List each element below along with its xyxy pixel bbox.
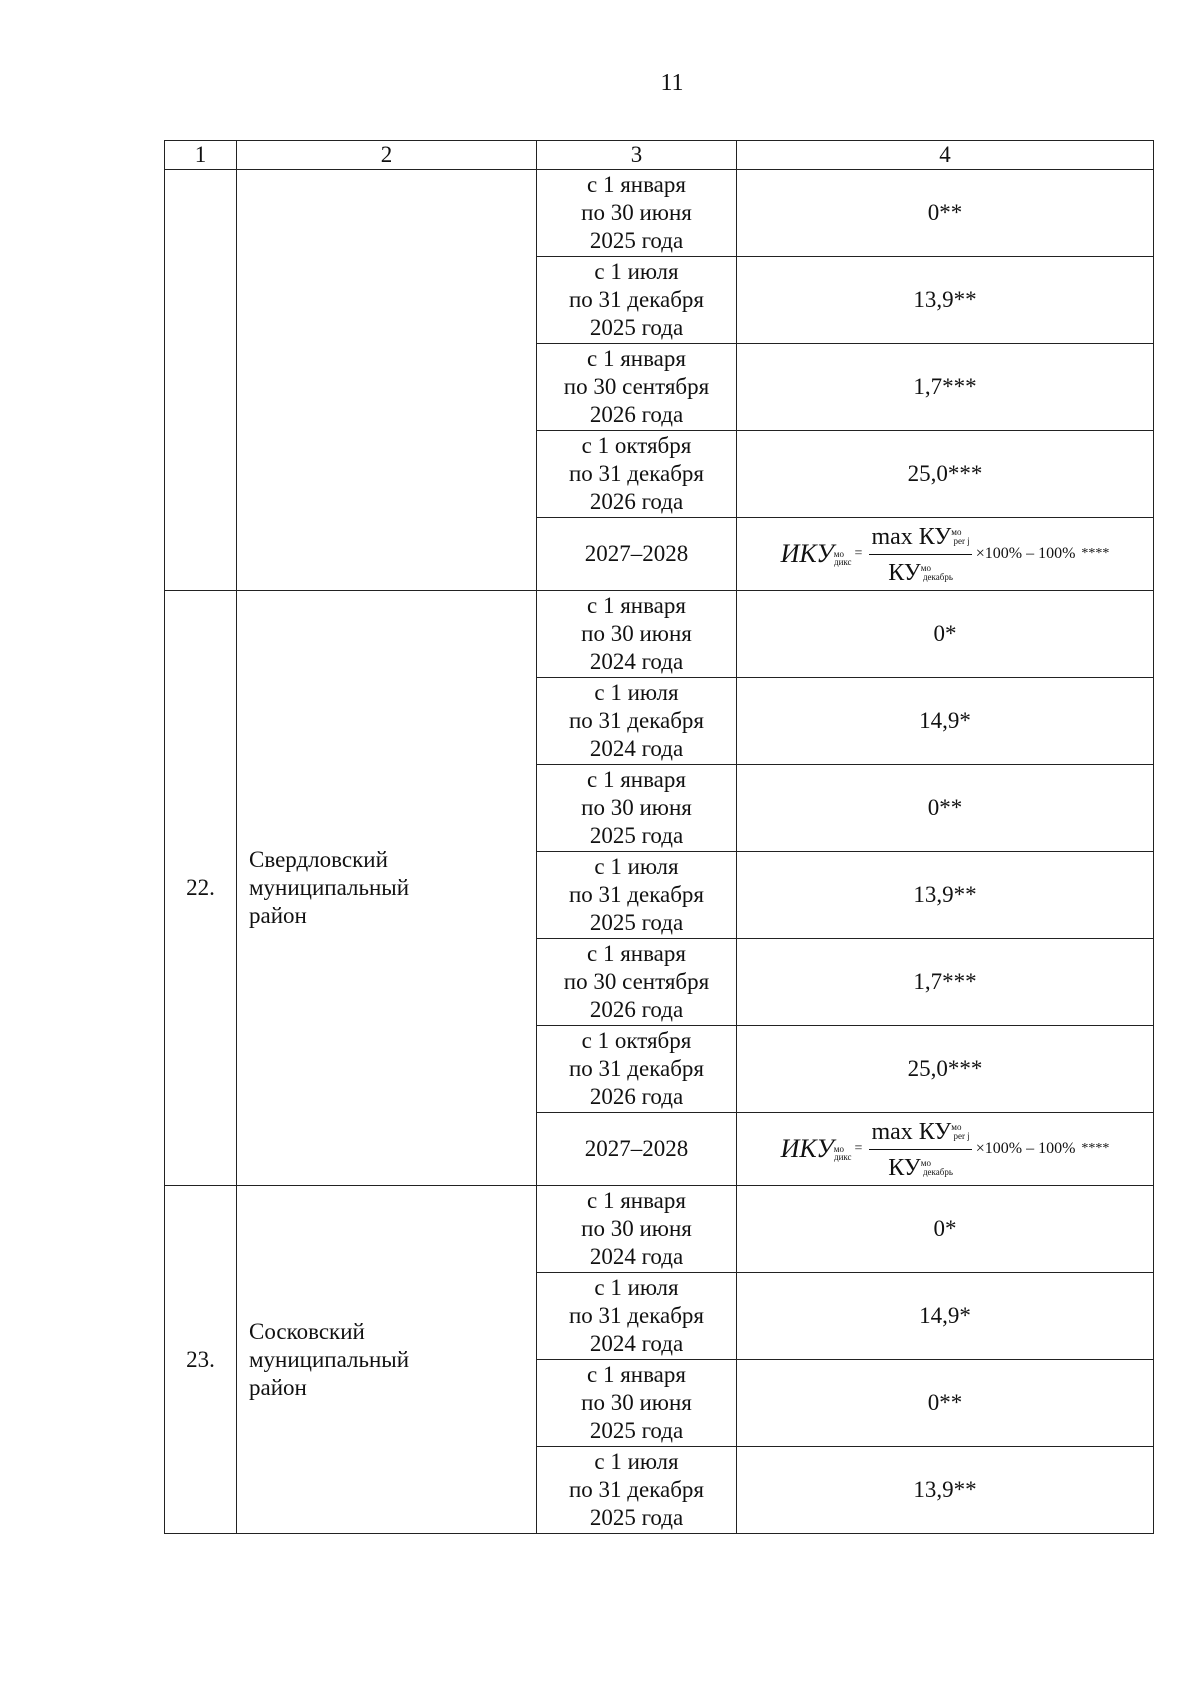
period-line: по 31 декабря (568, 1477, 705, 1502)
header-cell-4: 4 (737, 141, 1154, 170)
index-value: 0* (933, 621, 957, 646)
period-line: 2026 года (589, 997, 684, 1022)
period-line: с 1 января (587, 1188, 686, 1213)
formula-numerator-sup: мо (951, 526, 962, 537)
municipality-name-line: муниципальный (249, 1346, 410, 1372)
row-number-cell (165, 170, 237, 591)
header-cell-1: 1 (165, 141, 237, 170)
formula-tail: ×100% – 100% (975, 545, 1076, 562)
formula-numerator-sup: мо (951, 1121, 962, 1132)
formula-tail: ×100% – 100% (975, 1140, 1076, 1157)
index-value-cell (737, 1113, 1154, 1186)
row-number: 23. (186, 1346, 215, 1372)
row-number-cell (165, 591, 237, 1186)
formula-denominator-sup: мо (920, 1157, 931, 1168)
index-value: 0* (933, 1216, 957, 1241)
formula-denominator-wrap (888, 1150, 953, 1185)
table-row (165, 591, 1154, 678)
period-line: с 1 июля (594, 1449, 679, 1474)
formula-lhs-sub: дикс (833, 557, 852, 567)
index-value: 0** (927, 200, 963, 225)
period-line: с 1 января (587, 593, 686, 618)
formula-denominator-sub: декабрь (922, 571, 953, 582)
period-line: 2027–2028 (584, 541, 689, 566)
period-cell (537, 1026, 737, 1113)
index-value-cell (737, 591, 1154, 678)
municipality-name-cell (237, 1186, 537, 1534)
period-line: 2024 года (589, 649, 684, 674)
formula-denominator-sub: декабрь (922, 1166, 953, 1177)
period-line: 2026 года (589, 489, 684, 514)
period-line: с 1 января (587, 346, 686, 371)
period-line: по 30 июня (581, 1216, 692, 1241)
period-cell (537, 939, 737, 1026)
header-cell-3: 3 (537, 141, 737, 170)
row-number: 22. (186, 875, 215, 900)
index-value-cell (737, 344, 1154, 431)
index-value-cell (737, 257, 1154, 344)
period-line: 2024 года (589, 1331, 684, 1356)
formula-denominator-wrap (888, 555, 953, 590)
period-line: 2026 года (589, 1084, 684, 1109)
period-cell (537, 1447, 737, 1534)
table-body (165, 141, 1154, 1534)
index-value: 1,7*** (913, 374, 977, 399)
period-cell (537, 852, 737, 939)
period-line: по 31 декабря (568, 461, 705, 486)
formula-numerator-wrap (869, 519, 971, 555)
period-line: 2027–2028 (584, 1136, 689, 1161)
period-line: 2025 года (589, 228, 684, 253)
index-value-cell (737, 939, 1154, 1026)
formula-numerator: max КУ (871, 523, 952, 550)
formula-lhs: ИКУ (780, 1134, 834, 1163)
period-cell (537, 431, 737, 518)
index-value: 13,9** (913, 287, 977, 312)
period-line: по 30 сентября (563, 374, 710, 399)
formula-numerator: max КУ (871, 1118, 952, 1145)
index-value-cell (737, 170, 1154, 257)
period-cell (537, 1273, 737, 1360)
municipality-name-line: район (249, 903, 307, 928)
period-line: по 30 сентября (563, 969, 710, 994)
index-value-cell (737, 765, 1154, 852)
period-line: с 1 июля (594, 854, 679, 879)
period-line: по 31 декабря (568, 708, 705, 733)
formula-numerator-sub: per j (953, 535, 970, 546)
period-line: 2024 года (589, 736, 684, 761)
period-cell (537, 170, 737, 257)
index-value-cell (737, 1026, 1154, 1113)
municipality-name-line: Сосковский (249, 1318, 365, 1344)
municipality-name-line: муниципальный (249, 875, 410, 900)
index-value-cell (737, 1360, 1154, 1447)
period-line: по 30 июня (581, 621, 692, 646)
period-line: 2025 года (589, 910, 684, 935)
period-line: 2025 года (589, 823, 684, 848)
period-line: с 1 января (587, 172, 686, 197)
index-value-cell (737, 852, 1154, 939)
index-value: 25,0*** (907, 1056, 983, 1081)
period-line: с 1 июля (594, 1275, 679, 1300)
period-cell (537, 257, 737, 344)
period-line: по 31 декабря (568, 1056, 705, 1081)
period-line: с 1 июля (594, 680, 679, 705)
period-line: с 1 января (587, 767, 686, 792)
period-cell (537, 1360, 737, 1447)
period-line: 2024 года (589, 1244, 684, 1269)
period-line: по 31 декабря (568, 882, 705, 907)
index-value: 14,9* (919, 708, 971, 733)
formula-numerator-sub: per j (953, 1130, 970, 1141)
municipality-name-line: Свердловский (249, 847, 388, 872)
period-line: с 1 января (587, 1362, 686, 1387)
formula-denominator: КУ (888, 559, 921, 586)
formula-denominator: КУ (888, 1154, 921, 1181)
period-cell (537, 1113, 737, 1186)
index-formula (781, 519, 1110, 590)
period-cell (537, 518, 737, 591)
page-number: 11 (660, 70, 684, 96)
index-value: 13,9** (913, 1477, 977, 1502)
index-value: 0** (927, 1390, 963, 1415)
period-line: с 1 октября (581, 433, 692, 458)
formula-equals: = (854, 546, 863, 561)
period-cell (537, 1186, 737, 1273)
formula-numerator-wrap (869, 1114, 971, 1150)
index-value-cell (737, 518, 1154, 591)
index-value: 13,9** (913, 882, 977, 907)
period-line: 2026 года (589, 402, 684, 427)
municipality-name-cell (237, 170, 537, 591)
table-row (165, 170, 1154, 257)
header-row (165, 141, 1154, 170)
period-cell (537, 765, 737, 852)
formula-lhs-sup: мо (833, 549, 844, 559)
formula-fraction (869, 519, 971, 590)
index-value-cell (737, 678, 1154, 765)
formula-equals: = (854, 1141, 863, 1156)
formula-lhs-sup: мо (833, 1144, 844, 1154)
header-cell-2: 2 (237, 141, 537, 170)
index-value: 0** (927, 795, 963, 820)
period-cell (537, 344, 737, 431)
formula-lhs-sub: дикс (833, 1152, 852, 1162)
period-line: с 1 июля (594, 259, 679, 284)
formula-fraction (869, 1114, 971, 1185)
formula-footnote-stars: **** (1081, 1141, 1110, 1156)
tariff-table (164, 140, 1154, 1534)
row-number-cell (165, 1186, 237, 1534)
period-cell (537, 591, 737, 678)
index-value: 25,0*** (907, 461, 983, 486)
index-value-cell (737, 1273, 1154, 1360)
period-line: по 30 июня (581, 795, 692, 820)
index-value-cell (737, 431, 1154, 518)
period-line: с 1 октября (581, 1028, 692, 1053)
period-line: по 30 июня (581, 200, 692, 225)
period-line: по 31 декабря (568, 287, 705, 312)
formula-lhs: ИКУ (780, 539, 834, 568)
table-row (165, 1186, 1154, 1273)
formula-denominator-sup: мо (920, 562, 931, 573)
formula-footnote-stars: **** (1081, 546, 1110, 561)
period-cell (537, 678, 737, 765)
municipality-name-line: район (249, 1374, 307, 1400)
municipality-name-cell (237, 591, 537, 1186)
index-formula (781, 1114, 1110, 1185)
period-line: 2025 года (589, 1505, 684, 1530)
index-value-cell (737, 1186, 1154, 1273)
index-value-cell (737, 1447, 1154, 1534)
index-value: 1,7*** (913, 969, 977, 994)
index-value: 14,9* (919, 1303, 971, 1328)
period-line: 2025 года (589, 1418, 684, 1443)
period-line: 2025 года (589, 315, 684, 340)
period-line: с 1 января (587, 941, 686, 966)
period-line: по 30 июня (581, 1390, 692, 1415)
period-line: по 31 декабря (568, 1303, 705, 1328)
